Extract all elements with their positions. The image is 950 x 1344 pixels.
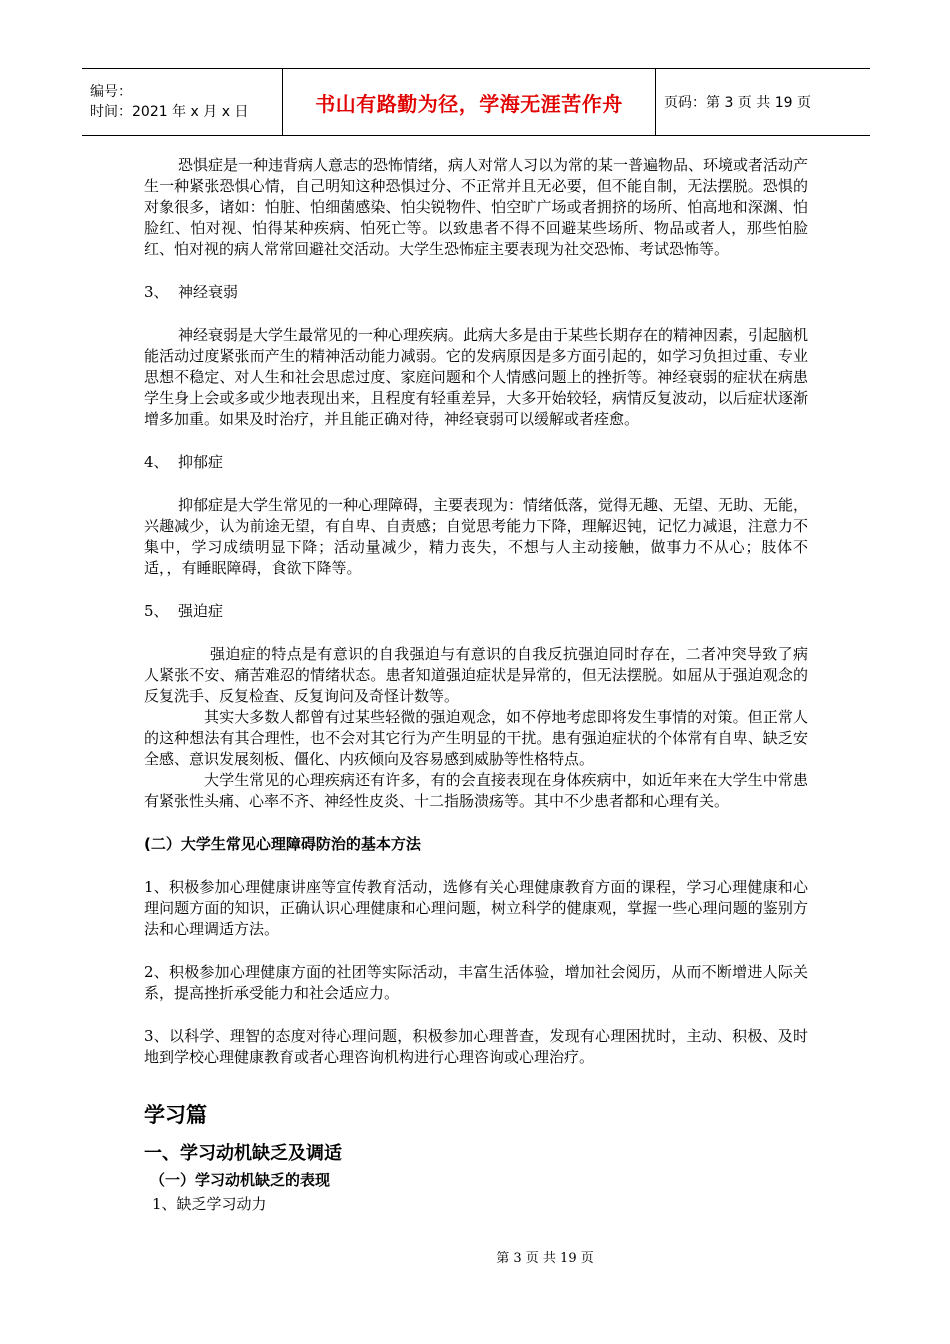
document-body <box>144 155 808 1216</box>
item5-number: 5、 <box>144 602 169 620</box>
footer-page-text: 第 3 页 共 19 页 <box>496 1251 594 1266</box>
item3-number: 3、 <box>144 283 169 301</box>
item5-title: 强迫症 <box>178 602 224 620</box>
item4-title: 抑郁症 <box>178 453 224 471</box>
depression-paragraph: 抑郁症是大学生常见的一种心理障碍，主要表现为：情绪低落，觉得无趣、无望、无助、无能，兴趣减少，认为前途无望，有自卑、自责感；自觉思考能力下降，理解迟钝，记忆力减退，注意力不集中，学习成绩明显下降；活动量减少，精力丧失，不想与人主动接触，做事力不从心；肢体不适，，有睡眠障碍，食欲下降等。 <box>144 496 809 577</box>
ocd-paragraph-1: 强迫症的特点是有意识的自我强迫与有意识的自我反抗强迫同时存在，二者冲突导致了病人紧张不安、痛苦难忍的情绪状态。患者知道强迫症状是异常的，但无法摆脱。如屈从于强迫观念的反复洗手、反复检查、反复询问及奇怪计数等。 <box>144 645 808 705</box>
section2-title: (二）大学生常见心理障碍防治的基本方法 <box>144 835 421 853</box>
serial-label: 编号： <box>90 84 132 100</box>
item5-heading <box>144 601 808 622</box>
ocd-paragraph-2: 其实大多数人都曾有过某些轻微的强迫观念，如不停地考虑即将发生事情的对策。但正常人的这种想法有其合理性，也不会对其它行为产生明显的干扰。患有强迫症状的个体常有自卑、缺乏安全感、意识发展刻板、僵化、内疚倾向及容易感到威胁等性格特点。 <box>144 708 808 768</box>
item4-heading <box>144 452 808 473</box>
page-info-text: 页码：第 3 页 共 19 页 <box>664 95 811 111</box>
study-subsection-title: 一、学习动机缺乏及调适 <box>144 1143 342 1164</box>
item4-number: 4、 <box>144 453 169 471</box>
header-motto: 书山有路勤为径，学海无涯苦作舟 <box>315 91 623 116</box>
page-footer <box>0 1247 950 1266</box>
item3-heading <box>144 282 808 303</box>
method-1: 1、积极参加心理健康讲座等宣传教育活动，选修有关心理健康教育方面的课程，学习心理健康和心理问题方面的知识，正确认识心理健康和心理问题，树立科学的健康观，掌握一些心理问题的鉴别方法和心理调适方法。 <box>144 878 808 938</box>
method-3: 3、以科学、理智的态度对待心理问题，积极参加心理普查，发现有心理困扰时，主动、积极、及时地到学校心理健康教育或者心理咨询机构进行心理咨询或心理治疗。 <box>144 1027 808 1066</box>
time-label: 时间：2021 年 x 月 x 日 <box>90 104 249 120</box>
header-motto-cell <box>283 69 656 135</box>
study-section-title: 学习篇 <box>144 1103 207 1127</box>
header-meta <box>82 69 283 135</box>
method-2: 2、积极参加心理健康方面的社团等实际活动，丰富生活体验，增加社会阅历，从而不断增进人际关系，提高挫折承受能力和社会适应力。 <box>144 963 808 1002</box>
header-page-info <box>656 69 870 135</box>
study-subheading: （一）学习动机缺乏的表现 <box>150 1171 331 1189</box>
page-header <box>82 68 870 136</box>
neurasthenia-paragraph: 神经衰弱是大学生最常见的一种心理疾病。此病大多是由于某些长期存在的精神因素，引起脑机能活动过度紧张而产生的精神活动能力减弱。它的发病原因是多方面引起的，如学习负担过重、专业思想不稳定、对人生和社会思虑过度、家庭问题和个人情感问题上的挫折等。神经衰弱的症状在病患学生身上会或多或少地表现出来，且程度有轻重差异，大多开始较轻，病情反复波动，以后症状逐渐增多加重。如果及时治疗，并且能正确对待，神经衰弱可以缓解或者痊愈。 <box>144 326 809 428</box>
study-item-1: 1、缺乏学习动力 <box>152 1195 267 1213</box>
phobia-paragraph: 恐惧症是一种违背病人意志的恐怖情绪，病人对常人习以为常的某一普遍物品、环境或者活动产生一种紧张恐惧心情，自己明知这种恐惧过分、不正常并且无必要，但不能自制，无法摆脱。恐惧的对象很多，诸如：怕脏、怕细菌感染、怕尖锐物件、怕空旷广场或者拥挤的场所、怕高地和深渊、怕脸红、怕对视、怕得某种疾病、怕死亡等。以致患者不得不回避某些场所、物品或者人，那些怕脸红、怕对视的病人常常回避社交活动。大学生恐怖症主要表现为社交恐怖、考试恐怖等。 <box>144 156 809 258</box>
ocd-paragraph-3: 大学生常见的心理疾病还有许多，有的会直接表现在身体疾病中，如近年来在大学生中常患有紧张性头痛、心率不齐、神经性皮炎、十二指肠溃疡等。其中不少患者都和心理有关。 <box>144 771 808 810</box>
item3-title: 神经衰弱 <box>178 283 239 301</box>
